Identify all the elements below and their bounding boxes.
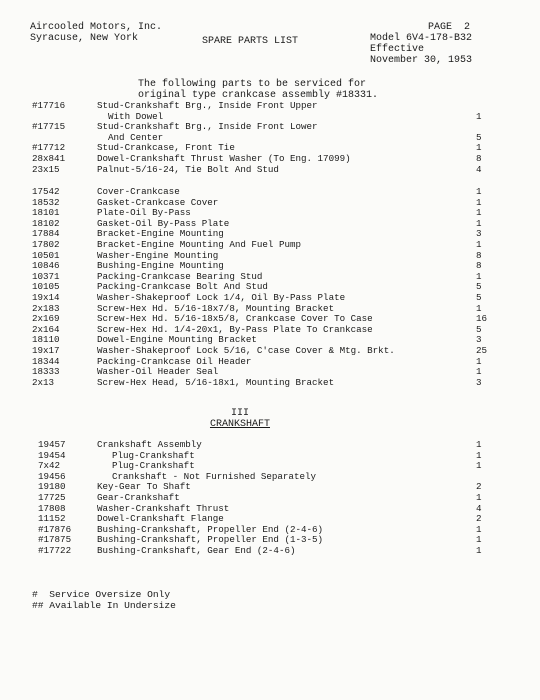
section-number: III xyxy=(230,408,249,419)
part-description: Packing-Crankcase Bearing Stud xyxy=(97,270,263,282)
part-row xyxy=(0,451,540,461)
part-number: 18102 xyxy=(32,217,60,229)
part-number: 19457 xyxy=(38,439,66,450)
part-quantity: 8 xyxy=(476,153,482,164)
part-number: #17722 xyxy=(38,545,72,556)
part-number: #17712 xyxy=(32,142,66,154)
part-number: 7x42 xyxy=(38,460,61,472)
note-service-oversize: # Service Oversize Only xyxy=(32,589,171,600)
part-description: Bracket-Engine Mounting And Fuel Pump xyxy=(97,239,301,250)
part-number: 18333 xyxy=(32,366,60,378)
part-quantity: 1 xyxy=(476,142,482,154)
part-description: Cover-Crankcase xyxy=(97,186,180,197)
part-description: With Dowel xyxy=(97,110,164,122)
part-quantity: 1 xyxy=(476,217,482,229)
part-description: Plate-Oil By-Pass xyxy=(97,207,191,219)
part-quantity: 4 xyxy=(476,163,482,175)
part-row xyxy=(0,122,540,132)
part-number: 17725 xyxy=(38,492,66,503)
part-quantity: 16 xyxy=(476,313,488,325)
part-row xyxy=(0,335,540,345)
part-description: Dowel-Crankshaft Thrust Washer (To Eng. 17099) xyxy=(97,153,351,164)
part-description: Bushing-Crankshaft, Propeller End (2-4-6) xyxy=(97,523,324,535)
part-description: Screw-Hex Hd. 1/4-20x1, By-Pass Plate To Crankcase xyxy=(97,323,373,335)
part-row xyxy=(0,367,540,377)
part-number: 17542 xyxy=(32,186,60,197)
part-row xyxy=(0,133,540,143)
part-quantity: 5 xyxy=(476,292,482,303)
effective-date: November 30, 1953 xyxy=(370,55,473,66)
company-city: Syracuse, New York xyxy=(30,33,139,44)
intro-line-2: original type crankcase assembly #18331. xyxy=(138,89,379,101)
part-description: Stud-Crankcase, Front Tie xyxy=(97,142,235,154)
part-number: #17876 xyxy=(38,523,72,535)
part-row xyxy=(0,240,540,250)
part-description: Screw-Hex Hd. 5/16-18x5/8, Crankcase Cover To Case xyxy=(97,313,373,325)
company-name: Aircooled Motors, Inc. xyxy=(30,22,163,33)
part-description: Screw-Hex Head, 5/16-18x1, Mounting Bracket xyxy=(97,376,335,388)
part-number: 2x169 xyxy=(32,313,60,325)
part-description: Crankshaft - Not Furnished Separately xyxy=(112,470,316,482)
part-quantity: 1 xyxy=(476,186,482,197)
part-row xyxy=(0,314,540,324)
part-quantity: 2 xyxy=(476,513,482,525)
part-description: Dowel-Engine Mounting Bracket xyxy=(97,334,257,346)
part-number: 19x14 xyxy=(32,292,60,303)
part-number: 2x164 xyxy=(32,323,60,335)
part-number: 23x15 xyxy=(32,163,60,175)
part-number: 18101 xyxy=(32,207,60,219)
part-quantity: 1 xyxy=(476,355,482,367)
intro-line-1: The following parts to be serviced for xyxy=(138,79,367,90)
part-row xyxy=(0,357,540,367)
part-quantity: 8 xyxy=(476,249,482,261)
part-description: Washer-Shakeproof Lock 1/4, Oil By-Pass Plate xyxy=(97,292,346,303)
part-number: 10501 xyxy=(32,249,60,261)
part-row xyxy=(0,346,540,356)
header-left xyxy=(30,22,162,44)
part-number: 17802 xyxy=(32,239,60,250)
part-row xyxy=(0,461,540,471)
part-description: Washer-Engine Mounting xyxy=(97,249,219,261)
part-quantity: 1 xyxy=(476,534,482,546)
part-description: Gasket-Oil By-Pass Plate xyxy=(97,217,230,229)
part-description: Packing-Crankcase Oil Header xyxy=(97,355,252,367)
part-quantity: 8 xyxy=(476,260,482,272)
part-description: Bushing-Crankshaft, Propeller End (1-3-5) xyxy=(97,534,324,546)
part-quantity: 3 xyxy=(476,228,482,240)
part-number: 18344 xyxy=(32,355,60,367)
part-row xyxy=(0,472,540,482)
part-quantity: 1 xyxy=(476,270,482,282)
part-number: 19x17 xyxy=(32,345,60,356)
part-number: 17884 xyxy=(32,228,60,240)
part-row xyxy=(0,378,540,388)
part-description: Plug-Crankshaft xyxy=(112,460,195,472)
part-number: 2x183 xyxy=(32,302,60,314)
part-description: Washer-Shakeproof Lock 5/16, C'case Cover & Mtg. Brkt. xyxy=(97,345,395,356)
part-description: Key-Gear To Shaft xyxy=(97,481,191,493)
document-title: SPARE PARTS LIST xyxy=(202,36,299,47)
part-description: Plug-Crankshaft xyxy=(112,449,195,461)
part-number: 11152 xyxy=(38,513,66,525)
part-row xyxy=(0,282,540,292)
page-number: PAGE 2 xyxy=(428,22,471,33)
part-row xyxy=(0,261,540,271)
part-row xyxy=(0,251,540,261)
effective-label: Effective xyxy=(370,44,425,55)
part-number: 19180 xyxy=(38,481,66,493)
part-description: Packing-Crankcase Bolt And Stud xyxy=(97,281,268,293)
part-quantity: 1 xyxy=(476,302,482,314)
part-row xyxy=(0,229,540,239)
part-row xyxy=(0,154,540,164)
part-quantity: 1 xyxy=(476,366,482,378)
part-description: Gasket-Crankcase Cover xyxy=(97,196,219,208)
part-row xyxy=(0,112,540,122)
part-quantity: 2 xyxy=(476,481,482,493)
part-description: Stud-Crankshaft Brg., Inside Front Lower xyxy=(97,121,318,133)
part-row xyxy=(0,493,540,503)
part-number: 18110 xyxy=(32,334,60,346)
part-quantity: 5 xyxy=(476,281,482,293)
part-row xyxy=(0,325,540,335)
part-number: 19456 xyxy=(38,470,66,482)
part-row xyxy=(0,304,540,314)
part-number: 28x841 xyxy=(32,153,66,164)
part-row xyxy=(0,525,540,535)
part-quantity: 1 xyxy=(476,545,482,556)
part-quantity: 25 xyxy=(476,345,488,356)
part-description: Bracket-Engine Mounting xyxy=(97,228,224,240)
part-number: 10371 xyxy=(32,270,60,282)
part-quantity: 3 xyxy=(476,376,482,388)
part-number: 2x13 xyxy=(32,376,55,388)
part-row xyxy=(0,187,540,197)
part-number: #17715 xyxy=(32,121,66,133)
part-description: Dowel-Crankshaft Flange xyxy=(97,513,224,525)
part-quantity: 1 xyxy=(476,492,482,503)
part-quantity: 1 xyxy=(476,449,482,461)
section-title-text: CRANKSHAFT xyxy=(209,419,270,430)
part-number: 10105 xyxy=(32,281,60,293)
part-row xyxy=(0,293,540,303)
part-description: Gear-Crankshaft xyxy=(97,492,180,503)
part-row xyxy=(0,546,540,556)
part-row xyxy=(0,482,540,492)
part-description: Bushing-Engine Mounting xyxy=(97,260,224,272)
part-description: Stud-Crankshaft Brg., Inside Front Upper xyxy=(97,100,318,111)
part-row xyxy=(0,272,540,282)
part-quantity: 1 xyxy=(476,207,482,219)
part-number: #17716 xyxy=(32,100,66,111)
part-description: Screw-Hex Hd. 5/16-18x7/8, Mounting Bracket xyxy=(97,302,335,314)
part-number: 10846 xyxy=(32,260,60,272)
part-row xyxy=(0,514,540,524)
part-quantity: 1 xyxy=(476,196,482,208)
part-row xyxy=(0,504,540,514)
part-quantity: 1 xyxy=(476,239,482,250)
part-row xyxy=(0,208,540,218)
part-quantity: 5 xyxy=(476,131,482,143)
part-description: Washer-Oil Header Seal xyxy=(97,366,219,378)
part-description: And Center xyxy=(97,131,164,143)
part-row xyxy=(0,198,540,208)
part-quantity: 1 xyxy=(476,460,482,472)
part-quantity: 5 xyxy=(476,323,482,335)
part-quantity: 3 xyxy=(476,334,482,346)
part-row xyxy=(0,101,540,111)
model-number: Model 6V4-178-B32 xyxy=(370,33,473,44)
part-row xyxy=(0,219,540,229)
header-right xyxy=(370,22,472,66)
part-row xyxy=(0,143,540,153)
part-description: Crankshaft Assembly xyxy=(97,439,202,450)
part-quantity: 1 xyxy=(476,110,482,122)
part-number: #17875 xyxy=(38,534,72,546)
part-number: 18532 xyxy=(32,196,60,208)
part-quantity: 1 xyxy=(476,523,482,535)
note-undersize: ## Available In Undersize xyxy=(32,600,176,611)
part-description: Palnut-5/16-24, Tie Bolt And Stud xyxy=(97,163,279,175)
part-number: 19454 xyxy=(38,449,66,461)
part-quantity: 4 xyxy=(476,502,482,514)
part-description: Washer-Crankshaft Thrust xyxy=(97,502,230,514)
part-row xyxy=(0,535,540,545)
part-description: Bushing-Crankshaft, Gear End (2-4-6) xyxy=(97,545,296,556)
part-row xyxy=(0,165,540,175)
part-row xyxy=(0,440,540,450)
part-number: 17808 xyxy=(38,502,66,514)
section-title xyxy=(0,419,510,430)
part-quantity: 1 xyxy=(476,439,482,450)
